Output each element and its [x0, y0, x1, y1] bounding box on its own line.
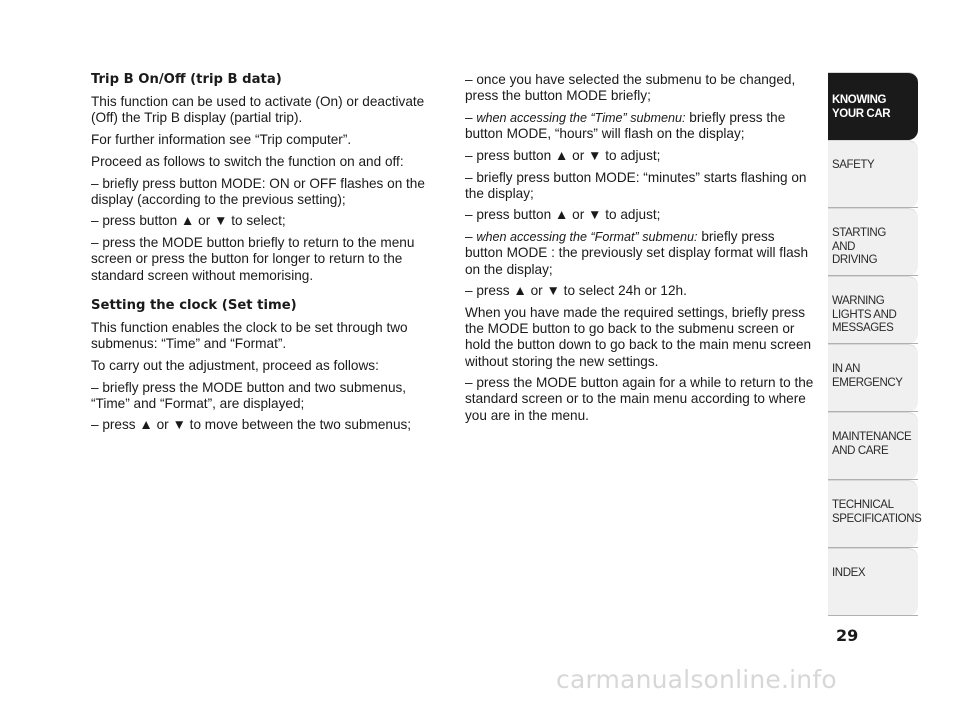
paragraph: – press button ▲ or ▼ to adjust;	[465, 207, 661, 223]
paragraph: – once you have selected the submenu to be changed, press the button MODE briefly;	[465, 72, 796, 104]
paragraph: For further information see “Trip computer”.	[91, 132, 352, 148]
paragraph: – press ▲ or ▼ to select 24h or 12h.	[465, 283, 687, 299]
dash: –	[465, 229, 477, 245]
heading-set-time: Setting the clock (Set time)	[91, 297, 297, 313]
tab-knowing-your-car[interactable]: KNOWING YOUR CAR	[828, 72, 918, 140]
tab-warning-lights[interactable]: WARNING LIGHTS AND MESSAGES	[828, 276, 918, 344]
paragraph: This function can be used to activate (On) or deactivate (Off) the Trip B display (partial trip).	[91, 94, 425, 126]
watermark: carmanualsonline.info	[556, 665, 837, 694]
paragraph: – briefly press button MODE: ON or OFF flashes on the display (according to the previous setting);	[91, 175, 425, 207]
page-number: 29	[836, 626, 859, 645]
text: briefly press the button MODE, “hours” will flash on the display;	[465, 109, 786, 142]
paragraph: To carry out the adjustment, proceed as follows:	[91, 357, 379, 373]
tab-maintenance-and-care[interactable]: MAINTENANCE AND CARE	[828, 412, 918, 480]
tab-in-an-emergency[interactable]: IN AN EMERGENCY	[828, 344, 918, 412]
right-column	[465, 72, 815, 429]
paragraph	[465, 229, 815, 278]
text: briefly press button MODE : the previously set display format will flash on the display;	[465, 229, 809, 277]
italic-lead: when accessing the “Format” submenu:	[476, 230, 698, 245]
chapter-tabs	[828, 72, 922, 616]
tab-technical-specifications[interactable]: TECHNICAL SPECIFICATIONS	[828, 480, 918, 548]
tab-starting-and-driving[interactable]: STARTING AND DRIVING	[828, 208, 918, 276]
heading-trip-b: Trip B On/Off (trip B data)	[91, 72, 282, 87]
tab-safety[interactable]: SAFETY	[828, 140, 918, 208]
paragraph: – briefly press button MODE: “minutes” starts flashing on the display;	[465, 169, 807, 201]
paragraph: – press ▲ or ▼ to move between the two submenus;	[91, 417, 412, 433]
paragraph: This function enables the clock to be set through two submenus: “Time” and “Format”.	[91, 319, 408, 352]
paragraph: – press button ▲ or ▼ to select;	[91, 213, 286, 229]
paragraph: Proceed as follows to switch the function on and off:	[91, 153, 404, 169]
paragraph: – press the MODE button briefly to return to the menu screen or press the button for longer to return to the standard screen without memorising.	[91, 235, 415, 283]
left-column	[91, 72, 439, 439]
italic-lead: when accessing the “Time” submenu:	[476, 110, 686, 125]
dash: –	[465, 109, 477, 125]
paragraph: – press button ▲ or ▼ to adjust;	[465, 147, 661, 163]
paragraph: When you have made the required settings, briefly press the MODE button to go back to the submenu screen or hold the button down to go back to the main menu screen without storing the new settings.	[465, 304, 812, 369]
tab-index[interactable]: INDEX	[828, 548, 918, 616]
paragraph: – press the MODE button again for a while to return to the standard screen or to the main menu according to where you are in the menu.	[465, 375, 814, 423]
paragraph: – briefly press the MODE button and two submenus, “Time” and “Format”, are displayed;	[91, 379, 407, 411]
paragraph	[465, 110, 815, 142]
